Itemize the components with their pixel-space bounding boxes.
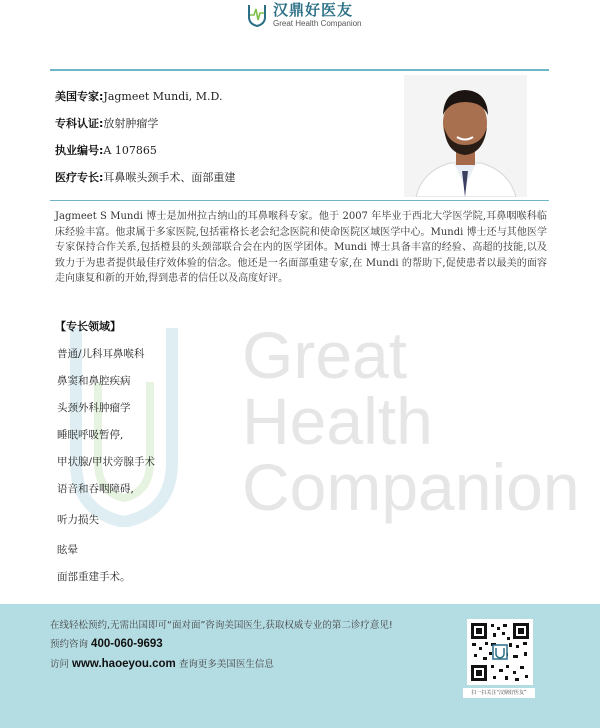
expert-value: Jagmeet Mundi, M.D. [103,90,223,103]
specialty-item: 语音和吞咽障碍, [57,483,134,495]
brand-logo [247,0,362,30]
specialty-item: 普通/儿科耳鼻喉科 [57,348,145,360]
expert-label: 美国专家: [55,90,104,103]
qr-caption: 扫一扫关注“汉鼎好医友” [463,688,535,698]
visit-suffix: 查询更多美国医生信息 [178,659,274,670]
qr-code-icon [467,619,533,685]
certification-label: 专科认证: [55,117,104,130]
divider-bottom [50,200,549,201]
visit-label: 访问 [50,659,70,670]
specialties-title: 【专长领域】 [55,320,121,333]
specialty-item: 甲状腺/甲状旁腺手术 [57,456,156,468]
specialty-row [55,169,235,185]
expert-row [55,88,222,104]
specialty-item: 眩晕 [57,544,78,556]
specialty-item: 面部重建手术。 [57,571,131,583]
certification-value: 放射肿瘤学 [103,117,159,130]
watermark-line-1: Great [242,318,408,392]
website-link[interactable]: www.haoeyou.com [72,658,176,670]
doctor-bio: Jagmeet S Mundi 博士是加州拉古纳山的耳鼻喉科专家。他于 2007 年毕业于西北大学医学院,耳鼻咽喉科临床经验丰富。他隶属于多家医院,包括霍格长老会纪念医院和使命医院区域医学中心。Mundi 博士还与其他医学专家保持合作关系,包括橙县的头颈部联合会在内的医学团体。Mundi 博士具备丰富的经验、高超的技能,以及致力于为患者提供最佳疗效体验的信念。他还是一名面部重建专家,在 Mundi 的帮助下,促使患者以最美的面容走向康复和新的开始,得到患者的信任以及高度好评。 [55,211,547,284]
watermark-text [242,318,580,524]
certification-row [55,115,158,131]
footer-website-row [50,656,274,670]
phone-number[interactable]: 400-060-9693 [91,638,163,650]
license-label: 执业编号: [55,144,104,157]
shield-logo-icon [247,3,267,27]
watermark-line-3: Companion [242,450,580,524]
footer-phone-row [50,636,163,650]
specialty-label: 医疗专长: [55,171,104,184]
specialty-item: 头颈外科肿瘤学 [57,402,131,414]
specialty-item: 听力损失 [57,514,99,526]
footer-tagline: 在线轻松预约,无需出国即可“面对面”咨询美国医生,获取权威专业的第二诊疗意见! [50,620,393,631]
divider-top [50,69,549,71]
phone-label: 预约咨询 [50,639,89,650]
watermark-line-2: Health [242,384,433,458]
brand-name-en: Great Health Companion [273,18,362,28]
specialty-item: 鼻窦和鼻腔疾病 [57,375,131,387]
license-value: A 107865 [103,144,157,157]
license-row [55,142,157,158]
brand-name-cn: 汉鼎好医友 [273,0,354,19]
specialty-item: 睡眠呼吸暂停, [57,429,124,441]
specialty-value: 耳鼻喉头颈手术、面部重建 [103,171,236,184]
doctor-photo [404,75,527,197]
